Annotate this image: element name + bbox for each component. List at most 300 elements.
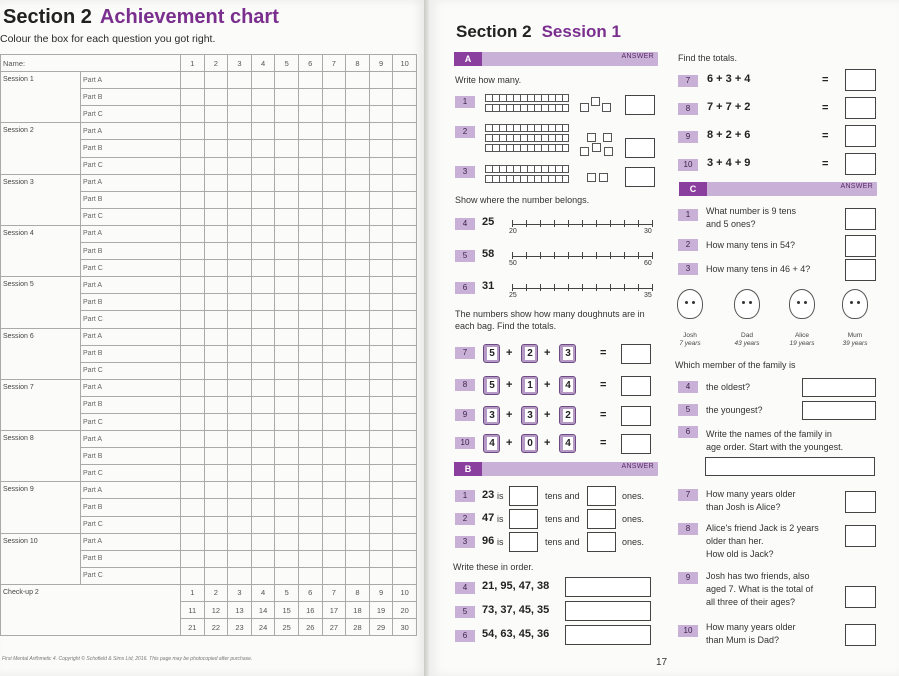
achievement-cell[interactable] <box>181 567 205 584</box>
achievement-cell[interactable] <box>322 174 346 191</box>
achievement-cell[interactable] <box>393 72 417 89</box>
checkup-cell[interactable]: 15 <box>275 602 299 619</box>
achievement-cell[interactable] <box>369 260 393 277</box>
achievement-cell[interactable] <box>204 311 228 328</box>
achievement-cell[interactable] <box>322 277 346 294</box>
tens-box[interactable] <box>509 509 538 529</box>
answer-box[interactable] <box>845 525 876 547</box>
achievement-cell[interactable] <box>275 294 299 311</box>
achievement-cell[interactable] <box>181 499 205 516</box>
achievement-cell[interactable] <box>181 448 205 465</box>
achievement-cell[interactable] <box>393 311 417 328</box>
achievement-cell[interactable] <box>369 550 393 567</box>
achievement-cell[interactable] <box>298 174 322 191</box>
achievement-cell[interactable] <box>322 516 346 533</box>
checkup-cell[interactable]: 30 <box>393 619 417 636</box>
achievement-cell[interactable] <box>204 140 228 157</box>
achievement-cell[interactable] <box>181 413 205 430</box>
achievement-cell[interactable] <box>204 174 228 191</box>
achievement-cell[interactable] <box>181 157 205 174</box>
achievement-cell[interactable] <box>322 413 346 430</box>
achievement-cell[interactable] <box>346 379 370 396</box>
achievement-cell[interactable] <box>298 550 322 567</box>
achievement-cell[interactable] <box>204 191 228 208</box>
achievement-cell[interactable] <box>322 362 346 379</box>
checkup-cell[interactable]: 12 <box>204 602 228 619</box>
answer-box[interactable] <box>621 406 651 426</box>
checkup-cell[interactable]: 8 <box>346 584 370 601</box>
achievement-cell[interactable] <box>369 123 393 140</box>
achievement-cell[interactable] <box>393 277 417 294</box>
achievement-cell[interactable] <box>251 277 275 294</box>
achievement-cell[interactable] <box>298 431 322 448</box>
achievement-cell[interactable] <box>322 225 346 242</box>
achievement-cell[interactable] <box>298 516 322 533</box>
checkup-cell[interactable]: 22 <box>204 619 228 636</box>
answer-box[interactable] <box>845 153 876 175</box>
answer-box[interactable] <box>621 344 651 364</box>
achievement-cell[interactable] <box>369 106 393 123</box>
achievement-cell[interactable] <box>204 448 228 465</box>
checkup-cell[interactable]: 13 <box>228 602 252 619</box>
checkup-cell[interactable]: 19 <box>369 602 393 619</box>
achievement-cell[interactable] <box>251 499 275 516</box>
checkup-cell[interactable]: 14 <box>251 602 275 619</box>
checkup-cell[interactable]: 9 <box>369 584 393 601</box>
achievement-cell[interactable] <box>369 431 393 448</box>
achievement-cell[interactable] <box>204 465 228 482</box>
achievement-cell[interactable] <box>204 345 228 362</box>
achievement-cell[interactable] <box>251 396 275 413</box>
achievement-cell[interactable] <box>275 243 299 260</box>
achievement-cell[interactable] <box>322 260 346 277</box>
achievement-cell[interactable] <box>228 294 252 311</box>
achievement-cell[interactable] <box>298 89 322 106</box>
achievement-cell[interactable] <box>181 225 205 242</box>
achievement-cell[interactable] <box>181 140 205 157</box>
achievement-cell[interactable] <box>251 157 275 174</box>
achievement-cell[interactable] <box>275 277 299 294</box>
achievement-cell[interactable] <box>228 482 252 499</box>
answer-box[interactable] <box>845 208 876 230</box>
achievement-cell[interactable] <box>228 123 252 140</box>
achievement-cell[interactable] <box>346 277 370 294</box>
achievement-cell[interactable] <box>204 413 228 430</box>
achievement-cell[interactable] <box>275 123 299 140</box>
achievement-cell[interactable] <box>393 106 417 123</box>
achievement-cell[interactable] <box>369 413 393 430</box>
checkup-cell[interactable]: 29 <box>369 619 393 636</box>
achievement-cell[interactable] <box>369 533 393 550</box>
achievement-cell[interactable] <box>369 208 393 225</box>
achievement-cell[interactable] <box>181 550 205 567</box>
achievement-cell[interactable] <box>181 482 205 499</box>
achievement-cell[interactable] <box>322 396 346 413</box>
achievement-cell[interactable] <box>393 550 417 567</box>
achievement-cell[interactable] <box>369 311 393 328</box>
achievement-cell[interactable] <box>251 140 275 157</box>
checkup-cell[interactable]: 27 <box>322 619 346 636</box>
achievement-cell[interactable] <box>275 516 299 533</box>
achievement-cell[interactable] <box>393 465 417 482</box>
answer-box[interactable] <box>845 69 876 91</box>
achievement-cell[interactable] <box>228 191 252 208</box>
achievement-cell[interactable] <box>369 174 393 191</box>
achievement-cell[interactable] <box>369 225 393 242</box>
achievement-cell[interactable] <box>228 550 252 567</box>
achievement-cell[interactable] <box>346 499 370 516</box>
achievement-cell[interactable] <box>275 328 299 345</box>
achievement-cell[interactable] <box>393 123 417 140</box>
achievement-cell[interactable] <box>228 499 252 516</box>
achievement-cell[interactable] <box>181 516 205 533</box>
achievement-cell[interactable] <box>204 123 228 140</box>
achievement-cell[interactable] <box>275 533 299 550</box>
achievement-cell[interactable] <box>181 89 205 106</box>
achievement-cell[interactable] <box>393 174 417 191</box>
achievement-cell[interactable] <box>181 106 205 123</box>
achievement-cell[interactable] <box>204 277 228 294</box>
tens-box[interactable] <box>509 532 538 552</box>
achievement-cell[interactable] <box>393 260 417 277</box>
checkup-cell[interactable]: 23 <box>228 619 252 636</box>
achievement-cell[interactable] <box>322 533 346 550</box>
achievement-cell[interactable] <box>298 482 322 499</box>
achievement-cell[interactable] <box>393 431 417 448</box>
achievement-cell[interactable] <box>322 499 346 516</box>
achievement-cell[interactable] <box>251 533 275 550</box>
achievement-cell[interactable] <box>228 362 252 379</box>
achievement-cell[interactable] <box>181 294 205 311</box>
achievement-cell[interactable] <box>204 362 228 379</box>
achievement-cell[interactable] <box>369 277 393 294</box>
achievement-cell[interactable] <box>298 123 322 140</box>
achievement-cell[interactable] <box>181 260 205 277</box>
achievement-cell[interactable] <box>393 208 417 225</box>
answer-box[interactable] <box>565 577 651 597</box>
achievement-cell[interactable] <box>322 89 346 106</box>
achievement-cell[interactable] <box>393 243 417 260</box>
achievement-cell[interactable] <box>393 396 417 413</box>
achievement-cell[interactable] <box>275 72 299 89</box>
achievement-cell[interactable] <box>251 345 275 362</box>
checkup-cell[interactable]: 24 <box>251 619 275 636</box>
achievement-cell[interactable] <box>369 191 393 208</box>
achievement-cell[interactable] <box>181 533 205 550</box>
achievement-cell[interactable] <box>346 72 370 89</box>
achievement-cell[interactable] <box>204 550 228 567</box>
achievement-cell[interactable] <box>275 379 299 396</box>
achievement-cell[interactable] <box>369 72 393 89</box>
achievement-cell[interactable] <box>181 72 205 89</box>
achievement-cell[interactable] <box>251 294 275 311</box>
achievement-cell[interactable] <box>228 89 252 106</box>
checkup-cell[interactable]: 28 <box>346 619 370 636</box>
achievement-cell[interactable] <box>204 225 228 242</box>
checkup-cell[interactable]: 1 <box>181 584 205 601</box>
achievement-cell[interactable] <box>393 482 417 499</box>
achievement-cell[interactable] <box>228 516 252 533</box>
achievement-cell[interactable] <box>275 89 299 106</box>
achievement-cell[interactable] <box>322 465 346 482</box>
achievement-cell[interactable] <box>228 448 252 465</box>
answer-box[interactable] <box>845 259 876 281</box>
achievement-cell[interactable] <box>393 225 417 242</box>
achievement-cell[interactable] <box>251 567 275 584</box>
achievement-cell[interactable] <box>393 413 417 430</box>
achievement-cell[interactable] <box>369 516 393 533</box>
achievement-cell[interactable] <box>181 465 205 482</box>
answer-box[interactable] <box>565 625 651 645</box>
achievement-cell[interactable] <box>251 174 275 191</box>
achievement-cell[interactable] <box>228 431 252 448</box>
achievement-cell[interactable] <box>228 157 252 174</box>
achievement-cell[interactable] <box>275 362 299 379</box>
achievement-cell[interactable] <box>275 465 299 482</box>
achievement-cell[interactable] <box>322 431 346 448</box>
achievement-cell[interactable] <box>298 225 322 242</box>
answer-box[interactable] <box>802 378 876 397</box>
achievement-cell[interactable] <box>393 328 417 345</box>
achievement-cell[interactable] <box>275 482 299 499</box>
achievement-cell[interactable] <box>228 140 252 157</box>
achievement-cell[interactable] <box>322 482 346 499</box>
achievement-cell[interactable] <box>346 208 370 225</box>
achievement-cell[interactable] <box>251 243 275 260</box>
achievement-cell[interactable] <box>228 311 252 328</box>
achievement-cell[interactable] <box>393 499 417 516</box>
answer-box[interactable] <box>845 491 876 513</box>
achievement-cell[interactable] <box>322 243 346 260</box>
achievement-cell[interactable] <box>298 533 322 550</box>
achievement-cell[interactable] <box>298 294 322 311</box>
achievement-cell[interactable] <box>275 448 299 465</box>
checkup-cell[interactable]: 25 <box>275 619 299 636</box>
achievement-cell[interactable] <box>346 311 370 328</box>
achievement-cell[interactable] <box>322 106 346 123</box>
achievement-cell[interactable] <box>393 362 417 379</box>
achievement-cell[interactable] <box>298 277 322 294</box>
achievement-cell[interactable] <box>369 482 393 499</box>
achievement-cell[interactable] <box>369 396 393 413</box>
achievement-cell[interactable] <box>181 123 205 140</box>
achievement-cell[interactable] <box>298 448 322 465</box>
achievement-cell[interactable] <box>181 311 205 328</box>
achievement-cell[interactable] <box>275 260 299 277</box>
achievement-cell[interactable] <box>369 567 393 584</box>
achievement-cell[interactable] <box>369 294 393 311</box>
checkup-cell[interactable]: 3 <box>228 584 252 601</box>
achievement-cell[interactable] <box>251 208 275 225</box>
answer-box[interactable] <box>845 235 876 257</box>
achievement-cell[interactable] <box>228 413 252 430</box>
achievement-cell[interactable] <box>322 550 346 567</box>
achievement-cell[interactable] <box>393 516 417 533</box>
achievement-cell[interactable] <box>228 396 252 413</box>
achievement-cell[interactable] <box>393 567 417 584</box>
achievement-cell[interactable] <box>228 533 252 550</box>
achievement-cell[interactable] <box>228 260 252 277</box>
ones-box[interactable] <box>587 486 616 506</box>
achievement-cell[interactable] <box>298 243 322 260</box>
achievement-cell[interactable] <box>251 106 275 123</box>
achievement-cell[interactable] <box>322 448 346 465</box>
achievement-cell[interactable] <box>251 379 275 396</box>
achievement-cell[interactable] <box>275 225 299 242</box>
achievement-cell[interactable] <box>393 191 417 208</box>
achievement-cell[interactable] <box>346 174 370 191</box>
achievement-cell[interactable] <box>298 208 322 225</box>
achievement-cell[interactable] <box>393 448 417 465</box>
achievement-cell[interactable] <box>298 72 322 89</box>
achievement-cell[interactable] <box>346 550 370 567</box>
achievement-cell[interactable] <box>251 72 275 89</box>
achievement-cell[interactable] <box>346 89 370 106</box>
achievement-cell[interactable] <box>275 106 299 123</box>
achievement-cell[interactable] <box>369 89 393 106</box>
achievement-cell[interactable] <box>181 191 205 208</box>
achievement-cell[interactable] <box>322 328 346 345</box>
achievement-cell[interactable] <box>251 89 275 106</box>
checkup-cell[interactable]: 16 <box>298 602 322 619</box>
achievement-cell[interactable] <box>369 465 393 482</box>
achievement-cell[interactable] <box>204 243 228 260</box>
achievement-cell[interactable] <box>322 191 346 208</box>
ones-box[interactable] <box>587 532 616 552</box>
tens-box[interactable] <box>509 486 538 506</box>
checkup-cell[interactable]: 17 <box>322 602 346 619</box>
achievement-cell[interactable] <box>393 294 417 311</box>
achievement-cell[interactable] <box>346 396 370 413</box>
achievement-cell[interactable] <box>228 225 252 242</box>
checkup-cell[interactable]: 18 <box>346 602 370 619</box>
achievement-cell[interactable] <box>275 345 299 362</box>
achievement-cell[interactable] <box>228 277 252 294</box>
achievement-cell[interactable] <box>181 379 205 396</box>
achievement-cell[interactable] <box>369 140 393 157</box>
achievement-cell[interactable] <box>298 191 322 208</box>
answer-box[interactable] <box>565 601 651 621</box>
achievement-cell[interactable] <box>204 260 228 277</box>
achievement-cell[interactable] <box>275 413 299 430</box>
achievement-cell[interactable] <box>181 431 205 448</box>
achievement-cell[interactable] <box>275 311 299 328</box>
achievement-cell[interactable] <box>275 157 299 174</box>
achievement-cell[interactable] <box>181 362 205 379</box>
checkup-cell[interactable]: 6 <box>298 584 322 601</box>
achievement-cell[interactable] <box>298 260 322 277</box>
achievement-cell[interactable] <box>298 499 322 516</box>
achievement-cell[interactable] <box>275 499 299 516</box>
achievement-cell[interactable] <box>251 465 275 482</box>
achievement-cell[interactable] <box>251 362 275 379</box>
achievement-cell[interactable] <box>322 140 346 157</box>
checkup-cell[interactable]: 10 <box>393 584 417 601</box>
achievement-cell[interactable] <box>251 431 275 448</box>
achievement-cell[interactable] <box>393 379 417 396</box>
achievement-cell[interactable] <box>346 465 370 482</box>
achievement-cell[interactable] <box>181 345 205 362</box>
achievement-cell[interactable] <box>346 260 370 277</box>
achievement-cell[interactable] <box>369 157 393 174</box>
checkup-cell[interactable]: 5 <box>275 584 299 601</box>
achievement-cell[interactable] <box>181 174 205 191</box>
achievement-cell[interactable] <box>275 208 299 225</box>
achievement-cell[interactable] <box>393 89 417 106</box>
achievement-cell[interactable] <box>204 396 228 413</box>
answer-box[interactable] <box>845 624 876 646</box>
checkup-cell[interactable]: 7 <box>322 584 346 601</box>
achievement-cell[interactable] <box>204 379 228 396</box>
achievement-cell[interactable] <box>298 157 322 174</box>
achievement-cell[interactable] <box>369 328 393 345</box>
achievement-cell[interactable] <box>204 533 228 550</box>
achievement-cell[interactable] <box>228 106 252 123</box>
achievement-cell[interactable] <box>346 123 370 140</box>
achievement-cell[interactable] <box>298 140 322 157</box>
achievement-cell[interactable] <box>204 431 228 448</box>
achievement-cell[interactable] <box>204 157 228 174</box>
achievement-cell[interactable] <box>322 379 346 396</box>
achievement-cell[interactable] <box>346 413 370 430</box>
achievement-cell[interactable] <box>298 106 322 123</box>
answer-box[interactable] <box>625 167 655 187</box>
achievement-cell[interactable] <box>275 174 299 191</box>
achievement-cell[interactable] <box>369 499 393 516</box>
achievement-cell[interactable] <box>346 243 370 260</box>
achievement-cell[interactable] <box>369 362 393 379</box>
achievement-cell[interactable] <box>322 123 346 140</box>
achievement-cell[interactable] <box>346 567 370 584</box>
achievement-cell[interactable] <box>204 72 228 89</box>
achievement-cell[interactable] <box>346 431 370 448</box>
achievement-cell[interactable] <box>181 243 205 260</box>
achievement-cell[interactable] <box>204 208 228 225</box>
achievement-cell[interactable] <box>322 294 346 311</box>
achievement-cell[interactable] <box>181 277 205 294</box>
achievement-cell[interactable] <box>393 345 417 362</box>
achievement-cell[interactable] <box>393 533 417 550</box>
achievement-cell[interactable] <box>251 225 275 242</box>
checkup-cell[interactable]: 4 <box>251 584 275 601</box>
checkup-cell[interactable]: 26 <box>298 619 322 636</box>
achievement-cell[interactable] <box>346 157 370 174</box>
answer-box[interactable] <box>705 457 875 476</box>
achievement-cell[interactable] <box>204 328 228 345</box>
achievement-cell[interactable] <box>251 550 275 567</box>
checkup-cell[interactable]: 2 <box>204 584 228 601</box>
achievement-cell[interactable] <box>275 140 299 157</box>
answer-box[interactable] <box>845 97 876 119</box>
achievement-cell[interactable] <box>275 191 299 208</box>
achievement-cell[interactable] <box>251 191 275 208</box>
achievement-cell[interactable] <box>251 260 275 277</box>
checkup-cell[interactable]: 21 <box>181 619 205 636</box>
achievement-cell[interactable] <box>228 328 252 345</box>
achievement-cell[interactable] <box>298 379 322 396</box>
achievement-cell[interactable] <box>346 191 370 208</box>
achievement-cell[interactable] <box>346 106 370 123</box>
achievement-cell[interactable] <box>346 328 370 345</box>
achievement-cell[interactable] <box>298 413 322 430</box>
achievement-cell[interactable] <box>251 482 275 499</box>
achievement-cell[interactable] <box>346 345 370 362</box>
achievement-cell[interactable] <box>181 208 205 225</box>
achievement-cell[interactable] <box>251 516 275 533</box>
achievement-cell[interactable] <box>228 208 252 225</box>
achievement-cell[interactable] <box>346 294 370 311</box>
achievement-cell[interactable] <box>346 448 370 465</box>
